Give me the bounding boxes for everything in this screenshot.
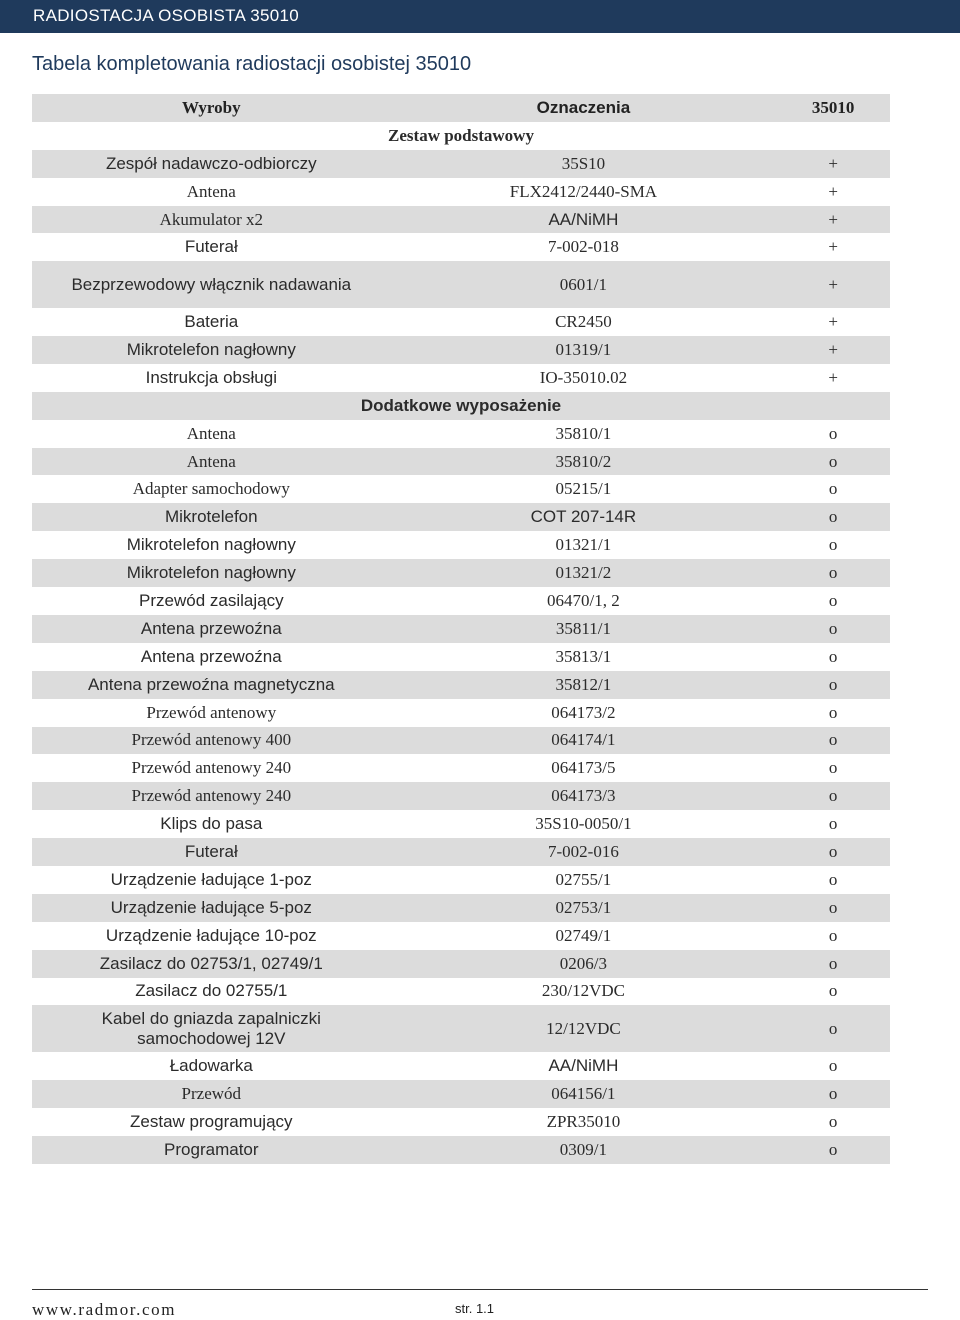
cell-designation: 01321/2 [391, 559, 777, 587]
cell-product: Antena przewoźna magnetyczna [32, 671, 391, 699]
cell-availability: o [776, 838, 890, 866]
cell-designation: COT 207-14R [391, 503, 777, 531]
cell-availability: + [776, 261, 890, 308]
cell-designation: 064173/5 [551, 758, 616, 778]
cell-availability: o [828, 535, 838, 555]
footer-page-number: str. 1.1 [455, 1301, 495, 1316]
cell-availability: o [828, 925, 838, 945]
cell-availability: o [828, 479, 838, 499]
table-row [32, 1005, 890, 1052]
cell-availability: o [828, 1056, 838, 1076]
cell-designation: 35S10-0050/1 [535, 814, 632, 834]
table-row [32, 615, 890, 643]
cell-availability: + [776, 336, 890, 364]
cell-product: Zespół nadawczo-odbiorczy [32, 150, 391, 178]
cell-designation: 02755/1 [555, 869, 612, 889]
cell-designation: 35810/2 [391, 448, 777, 476]
cell-availability: + [828, 312, 838, 332]
cell-product: Zasilacz do 02755/1 [135, 981, 288, 1001]
cell-product: Urządzenie ładujące 1-poz [110, 869, 312, 889]
header-bar [0, 0, 960, 33]
cell-designation: 12/12VDC [391, 1005, 777, 1052]
cell-product: Przewód antenowy 240 [32, 782, 391, 810]
table-row [32, 503, 890, 531]
table-row [32, 810, 890, 838]
cell-product: Antena przewoźna [140, 646, 282, 666]
cell-availability: o [776, 671, 890, 699]
cell-product: Mikrotelefon nagłowny [32, 336, 391, 364]
table-row [32, 233, 890, 261]
cell-designation: 02753/1 [391, 894, 777, 922]
cell-product: Mikrotelefon nagłowny [32, 559, 391, 587]
cell-product: Zestaw programujący [130, 1111, 293, 1131]
cell-availability: o [828, 590, 838, 610]
cell-product: Urządzenie ładujące 5-poz [32, 894, 391, 922]
cell-designation: 35813/1 [555, 646, 612, 666]
cell-availability: + [776, 150, 890, 178]
table-row [32, 1108, 890, 1136]
cell-product: Instrukcja obsługi [145, 367, 277, 387]
cell-product: Antena [186, 181, 236, 201]
cell-availability: o [776, 894, 890, 922]
cell-designation: 0206/3 [391, 950, 777, 978]
table-row [32, 531, 890, 559]
cell-designation: 7-002-018 [548, 237, 619, 257]
cell-product: Programator [32, 1136, 391, 1164]
cell-availability: o [828, 758, 838, 778]
footer-divider [32, 1289, 928, 1290]
section-header-row [32, 392, 890, 420]
table-row [32, 866, 890, 894]
cell-availability: o [776, 615, 890, 643]
table-row [32, 838, 890, 866]
cell-availability: o [828, 646, 838, 666]
cell-designation: 02749/1 [555, 925, 612, 945]
cell-product: Adapter samochodowy [132, 479, 290, 499]
cell-availability: o [776, 559, 890, 587]
table-row [32, 559, 890, 587]
cell-designation: FLX2412/2440-SMA [509, 181, 658, 201]
cell-designation: 35811/1 [391, 615, 777, 643]
cell-availability: o [776, 782, 890, 810]
cell-availability: o [776, 503, 890, 531]
cell-product: Przewód antenowy 400 [32, 727, 391, 755]
cell-product: Urządzenie ładujące 10-poz [105, 925, 317, 945]
cell-product: Antena [186, 423, 236, 443]
table-row [32, 782, 890, 810]
kit-table-body [32, 94, 890, 1164]
cell-availability: o [828, 814, 838, 834]
table-row [32, 727, 890, 755]
cell-designation: 0601/1 [391, 261, 777, 308]
cell-product: Ładowarka [169, 1056, 253, 1076]
header-title: RADIOSTACJA OSOBISTA 35010 [33, 6, 300, 25]
cell-designation: 230/12VDC [541, 981, 625, 1001]
table-row [32, 671, 890, 699]
table-row [32, 336, 890, 364]
cell-availability: o [828, 1111, 838, 1131]
cell-availability: + [828, 367, 838, 387]
cell-designation: 06470/1, 2 [547, 590, 620, 610]
cell-product: Mikrotelefon nagłowny [126, 535, 296, 555]
cell-availability: + [828, 237, 838, 257]
cell-product: Bateria [184, 312, 239, 332]
table-row [32, 178, 890, 206]
section-title: Dodatkowe wyposażenie [32, 392, 890, 420]
cell-designation: 05215/1 [555, 479, 612, 499]
cell-designation: IO-35010.02 [539, 367, 628, 387]
cell-designation: 064173/3 [391, 782, 777, 810]
cell-designation: CR2450 [555, 312, 612, 332]
table-row [32, 754, 890, 782]
cell-availability: o [828, 869, 838, 889]
cell-product: Przewód antenowy [146, 702, 277, 722]
table-row [32, 308, 890, 336]
cell-product: Futerał [32, 838, 391, 866]
cell-availability: o [776, 727, 890, 755]
cell-availability: o [776, 1136, 890, 1164]
cell-product: Przewód zasilający [139, 590, 284, 610]
cell-designation: 01321/1 [555, 535, 612, 555]
cell-designation: AA/NiMH [548, 1056, 619, 1076]
column-header-model: 35010 [776, 94, 890, 122]
table-row [32, 1080, 890, 1108]
table-row [32, 643, 890, 671]
cell-product: Przewód antenowy 240 [131, 758, 292, 778]
cell-designation: 064174/1 [391, 727, 777, 755]
column-header-products: Wyroby [32, 94, 391, 122]
cell-availability: o [776, 1005, 890, 1052]
table-row [32, 922, 890, 950]
cell-availability: + [828, 181, 838, 201]
cell-designation: AA/NiMH [391, 206, 777, 234]
cell-designation: 35812/1 [391, 671, 777, 699]
section-header-row [32, 122, 890, 150]
footer-url[interactable]: www.radmor.com [32, 1300, 177, 1319]
cell-designation: 064156/1 [391, 1080, 777, 1108]
table-row [32, 150, 890, 178]
cell-designation: 35810/1 [555, 423, 612, 443]
table-row [32, 364, 890, 392]
table-row [32, 1052, 890, 1080]
cell-designation: 35S10 [391, 150, 777, 178]
kit-table [32, 94, 890, 1164]
cell-product: Klips do pasa [160, 814, 263, 834]
cell-availability: o [776, 1080, 890, 1108]
table-row [32, 894, 890, 922]
table-row [32, 699, 890, 727]
cell-product: Przewód [32, 1080, 391, 1108]
cell-availability: o [828, 981, 838, 1001]
section-title: Zestaw podstawowy [388, 125, 534, 145]
table-row [32, 475, 890, 503]
cell-availability: o [828, 702, 838, 722]
table-row [32, 950, 890, 978]
cell-product: Bezprzewodowy włącznik nadawania [32, 261, 391, 308]
table-row [32, 420, 890, 448]
cell-availability: o [776, 448, 890, 476]
cell-product: Antena [32, 448, 391, 476]
table-row [32, 206, 890, 234]
page-title: Tabela kompletowania radiostacji osobistej 35010 [32, 53, 472, 75]
cell-designation: 01319/1 [391, 336, 777, 364]
cell-product: Zasilacz do 02753/1, 02749/1 [32, 950, 391, 978]
cell-availability: o [776, 950, 890, 978]
cell-product: Akumulator x2 [32, 206, 391, 234]
table-row [32, 587, 890, 615]
column-header-designations: Oznaczenia [391, 94, 777, 122]
table-row [32, 448, 890, 476]
cell-designation: 064173/2 [551, 702, 616, 722]
table-row [32, 261, 890, 308]
table-row [32, 978, 890, 1006]
cell-availability: + [776, 206, 890, 234]
cell-product: Mikrotelefon [32, 503, 391, 531]
cell-product: Antena przewoźna [32, 615, 391, 643]
cell-designation: ZPR35010 [546, 1111, 621, 1131]
cell-availability: o [828, 423, 838, 443]
cell-product: Futerał [184, 237, 238, 257]
cell-designation: 7-002-016 [391, 838, 777, 866]
cell-designation: 0309/1 [391, 1136, 777, 1164]
table-row [32, 1136, 890, 1164]
table-header-row [32, 94, 890, 122]
cell-product: Kabel do gniazda zapalniczki samochodowej 12V [32, 1005, 391, 1052]
